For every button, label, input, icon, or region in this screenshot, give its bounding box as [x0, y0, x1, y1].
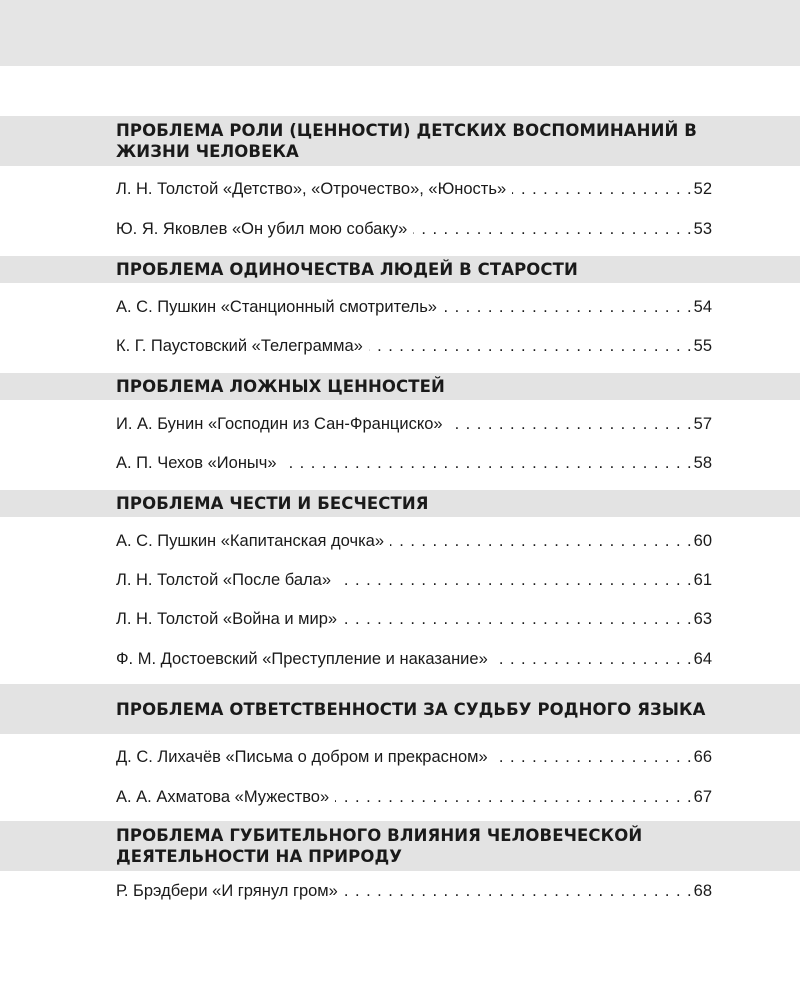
section-title: ПРОБЛЕМА РОЛИ (ЦЕННОСТИ) ДЕТСКИХ ВОСПОМИНАНИЙ В ЖИЗНИ ЧЕЛОВЕКА [116, 121, 697, 161]
entry-page: 67 [693, 788, 712, 806]
dot-leader [283, 452, 692, 474]
entry-page: 54 [693, 298, 712, 316]
dot-leader [337, 569, 692, 591]
section-title: ПРОБЛЕМА ГУБИТЕЛЬНОГО ВЛИЯНИЯ ЧЕЛОВЕЧЕСКОЙ ДЕЯТЕЛЬНОСТИ НА ПРИРОДУ [116, 826, 643, 866]
section-header [0, 684, 800, 734]
entry-page: 60 [693, 532, 712, 550]
section-header [0, 256, 800, 283]
toc-entry[interactable] [116, 218, 712, 240]
section-title: ПРОБЛЕМА ЧЕСТИ И БЕСЧЕСТИЯ [116, 494, 429, 513]
entry-page: 58 [693, 454, 712, 472]
entry-title: Л. Н. Толстой «После бала» [116, 571, 331, 589]
toc-entry[interactable] [116, 608, 712, 630]
entry-title: Л. Н. Толстой «Война и мир» [116, 610, 338, 628]
entry-title: А. А. Ахматова «Мужество» [116, 788, 330, 806]
section-title: ПРОБЛЕМА ЛОЖНЫХ ЦЕННОСТЕЙ [116, 377, 445, 396]
section-header [0, 373, 800, 400]
dot-leader [512, 178, 692, 200]
entry-title: К. Г. Паустовский «Телеграмма» [116, 337, 363, 355]
dot-leader [449, 413, 692, 435]
entry-page: 66 [693, 748, 712, 766]
toc-entry[interactable] [116, 880, 712, 902]
dot-leader [335, 786, 691, 808]
dot-leader [369, 335, 692, 357]
entry-title: И. А. Бунин «Господин из Сан-Франциско» [116, 415, 443, 433]
dot-leader [344, 880, 692, 902]
section-title: ПРОБЛЕМА ОДИНОЧЕСТВА ЛЮДЕЙ В СТАРОСТИ [116, 260, 578, 279]
entry-title: Р. Брэдбери «И грянул гром» [116, 882, 338, 900]
dot-leader [343, 608, 692, 630]
entry-page: 68 [693, 882, 712, 900]
entry-title: А. С. Пушкин «Станционный смотритель» [116, 298, 437, 316]
toc-entry[interactable] [116, 452, 712, 474]
dot-leader [413, 218, 691, 240]
toc-entry[interactable] [116, 335, 712, 357]
entry-title: Ф. М. Достоевский «Преступление и наказание» [116, 650, 488, 668]
section-header [0, 116, 800, 166]
entry-page: 64 [693, 650, 712, 668]
toc-entry[interactable] [116, 530, 712, 552]
toc-entry[interactable] [116, 413, 712, 435]
dot-leader [443, 296, 692, 318]
toc-entry[interactable] [116, 648, 712, 670]
entry-page: 63 [693, 610, 712, 628]
dot-leader [390, 530, 692, 552]
toc-entry[interactable] [116, 296, 712, 318]
entry-title: А. С. Пушкин «Капитанская дочка» [116, 532, 385, 550]
entry-title: А. П. Чехов «Ионыч» [116, 454, 277, 472]
top-band [0, 0, 800, 66]
toc-entry[interactable] [116, 786, 712, 808]
entry-page: 61 [693, 571, 712, 589]
section-header [0, 821, 800, 871]
toc-entry[interactable] [116, 569, 712, 591]
toc-entry[interactable] [116, 746, 712, 768]
entry-title: Д. С. Лихачёв «Письма о добром и прекрасном» [116, 748, 488, 766]
entry-page: 55 [693, 337, 712, 355]
section-header [0, 490, 800, 517]
entry-title: Л. Н. Толстой «Детство», «Отрочество», «Юность» [116, 180, 507, 198]
section-title: ПРОБЛЕМА ОТВЕТСТВЕННОСТИ ЗА СУДЬБУ РОДНОГО ЯЗЫКА [116, 699, 706, 719]
dot-leader [494, 746, 692, 768]
toc-entry[interactable] [116, 178, 712, 200]
entry-page: 53 [693, 220, 712, 238]
entry-title: Ю. Я. Яковлев «Он убил мою собаку» [116, 220, 408, 238]
dot-leader [494, 648, 692, 670]
entry-page: 52 [693, 180, 712, 198]
entry-page: 57 [693, 415, 712, 433]
